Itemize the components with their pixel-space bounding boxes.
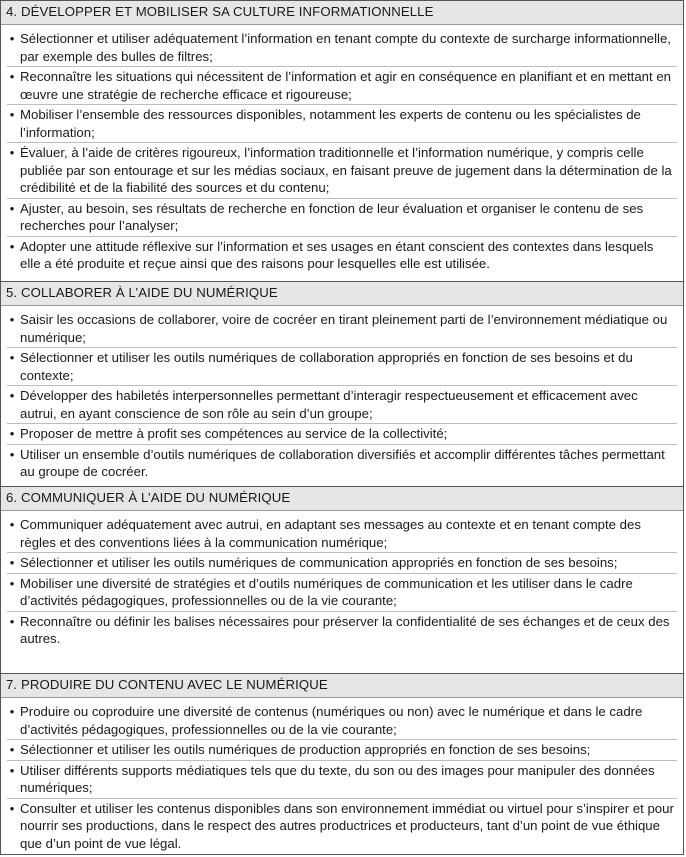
- item-text: Produire ou coproduire une diversité de contenus (numériques ou non) avec le numérique et dans le cadre d’activités pédagogiques, professionnelles ou de la vie courante;: [20, 704, 643, 737]
- section-title: 6. COMMUNIQUER À L’AIDE DU NUMÉRIQUE: [1, 487, 683, 511]
- bullet-icon: •: [9, 69, 15, 84]
- section-items: [1, 306, 683, 482]
- section-5: [1, 282, 683, 483]
- bullet-icon: •: [9, 446, 15, 462]
- bullet-icon: •: [9, 613, 15, 629]
- list-item: [7, 516, 677, 553]
- section-6: [1, 487, 683, 650]
- list-item: [7, 106, 677, 143]
- item-text: Mobiliser une diversité de stratégies et d’outils numériques de communication et les utiliser dans le cadre d’activités pédagogiques, professionnelles ou de la vie courante;: [20, 575, 633, 608]
- list-item: [7, 30, 677, 67]
- list-item: [7, 387, 677, 424]
- bullet-icon: •: [9, 742, 15, 757]
- item-text: Saisir les occasions de collaborer, voire de cocréer en tirant pleinement parti de l’environnement médiatique ou numérique;: [20, 312, 668, 345]
- item-text: Reconnaître ou définir les balises nécessaires pour préserver la confidentialité de ses échanges et de ceux des autres.: [20, 613, 670, 646]
- bullet-icon: •: [9, 704, 15, 719]
- bullet-icon: •: [9, 31, 15, 46]
- item-text: Utiliser différents supports médiatiques tels que du texte, du son ou des images pour manipuler des données numériques;: [20, 762, 655, 795]
- bullet-icon: •: [9, 762, 15, 778]
- section-4: [1, 1, 683, 275]
- list-item: [7, 741, 677, 761]
- list-item: [7, 144, 677, 199]
- list-item: [7, 703, 677, 740]
- bullet-icon: •: [9, 575, 15, 591]
- item-text: Sélectionner et utiliser adéquatement l’information en tenant compte du contexte de surcharge informationnelle, par exemple des bulles de filtres;: [20, 31, 671, 64]
- section-items: [1, 511, 683, 649]
- item-text: Adopter une attitude réflexive sur l’information et ses usages en étant conscient des contextes dans lesquels elle a été produite et reçue ainsi que des raisons pour lesquelles elle est utilisée.: [20, 238, 654, 271]
- item-text: Utiliser un ensemble d’outils numériques de collaboration diversifiés et accomplir différentes tâches permettant au groupe de cocréer.: [20, 446, 665, 479]
- section-items: [1, 25, 683, 274]
- list-item: [7, 200, 677, 237]
- item-text: Reconnaître les situations qui nécessitent de l’information et agir en conséquence en planifiant et en mettant en œuvre une stratégie de recherche efficace et rigoureuse;: [20, 69, 671, 102]
- item-text: Développer des habiletés interpersonnelles permettant d’interagir respectueusement et efficacement avec autrui, en ayant conscience de son rôle au sein d’un groupe;: [20, 388, 638, 421]
- list-item: [7, 613, 677, 649]
- item-text: Ajuster, au besoin, ses résultats de recherche en fonction de leur évaluation et organiser le contenu de ses recherches pour l’analyser;: [20, 200, 644, 233]
- item-text: Proposer de mettre à profit ses compétences au service de la collectivité;: [20, 426, 448, 441]
- item-text: Évaluer, à l’aide de critères rigoureux, l’information traditionnelle et l’information numérique, y compris celle publiée par son entourage et sur les médias sociaux, en faisant preuve de jugement dans la détermination de la crédibilité et de la fiabilité des sources et du contenu;: [20, 145, 672, 195]
- list-item: [7, 800, 677, 854]
- list-item: [7, 311, 677, 348]
- list-item: [7, 446, 677, 482]
- bullet-icon: •: [9, 426, 15, 441]
- bullet-icon: •: [9, 388, 15, 403]
- list-item: [7, 238, 677, 274]
- item-text: Consulter et utiliser les contenus disponibles dans son environnement immédiat ou virtuel pour s’inspirer et pour nourrir ses productions, dans le respect des autres productrices et producteurs, tant d’un point de vue éthique que d’un point de vue légal.: [20, 800, 674, 851]
- item-text: Sélectionner et utiliser les outils numériques de collaboration appropriés en fonction de ses besoins et du contexte;: [20, 350, 633, 383]
- section-items: [1, 698, 683, 853]
- item-text: Communiquer adéquatement avec autrui, en adaptant ses messages au contexte et en tenant compte des règles et des conventions liées à la communication numérique;: [20, 517, 641, 550]
- bullet-icon: •: [9, 555, 15, 570]
- bullet-icon: •: [9, 800, 15, 816]
- bullet-icon: •: [9, 350, 15, 365]
- bullet-icon: •: [9, 145, 15, 160]
- list-item: [7, 575, 677, 612]
- list-item: [7, 68, 677, 105]
- section-title: 7. PRODUIRE DU CONTENU AVEC LE NUMÉRIQUE: [1, 674, 683, 698]
- bullet-icon: •: [9, 238, 15, 254]
- list-item: [7, 425, 677, 445]
- section-title: 4. DÉVELOPPER ET MOBILISER SA CULTURE INFORMATIONNELLE: [1, 1, 683, 25]
- bullet-icon: •: [9, 517, 15, 532]
- item-text: Sélectionner et utiliser les outils numériques de production appropriés en fonction de ses besoins;: [20, 742, 591, 757]
- bullet-icon: •: [9, 200, 15, 216]
- item-text: Sélectionner et utiliser les outils numériques de communication appropriés en fonction de ses besoins;: [20, 555, 618, 570]
- list-item: [7, 762, 677, 799]
- bullet-icon: •: [9, 107, 15, 122]
- bullet-icon: •: [9, 312, 15, 327]
- list-item: [7, 349, 677, 386]
- section-7: [1, 674, 683, 854]
- item-text: Mobiliser l’ensemble des ressources disponibles, notamment les experts de contenu ou les spécialistes de l’information;: [20, 107, 641, 140]
- list-item: [7, 554, 677, 574]
- section-title: 5. COLLABORER À L’AIDE DU NUMÉRIQUE: [1, 282, 683, 306]
